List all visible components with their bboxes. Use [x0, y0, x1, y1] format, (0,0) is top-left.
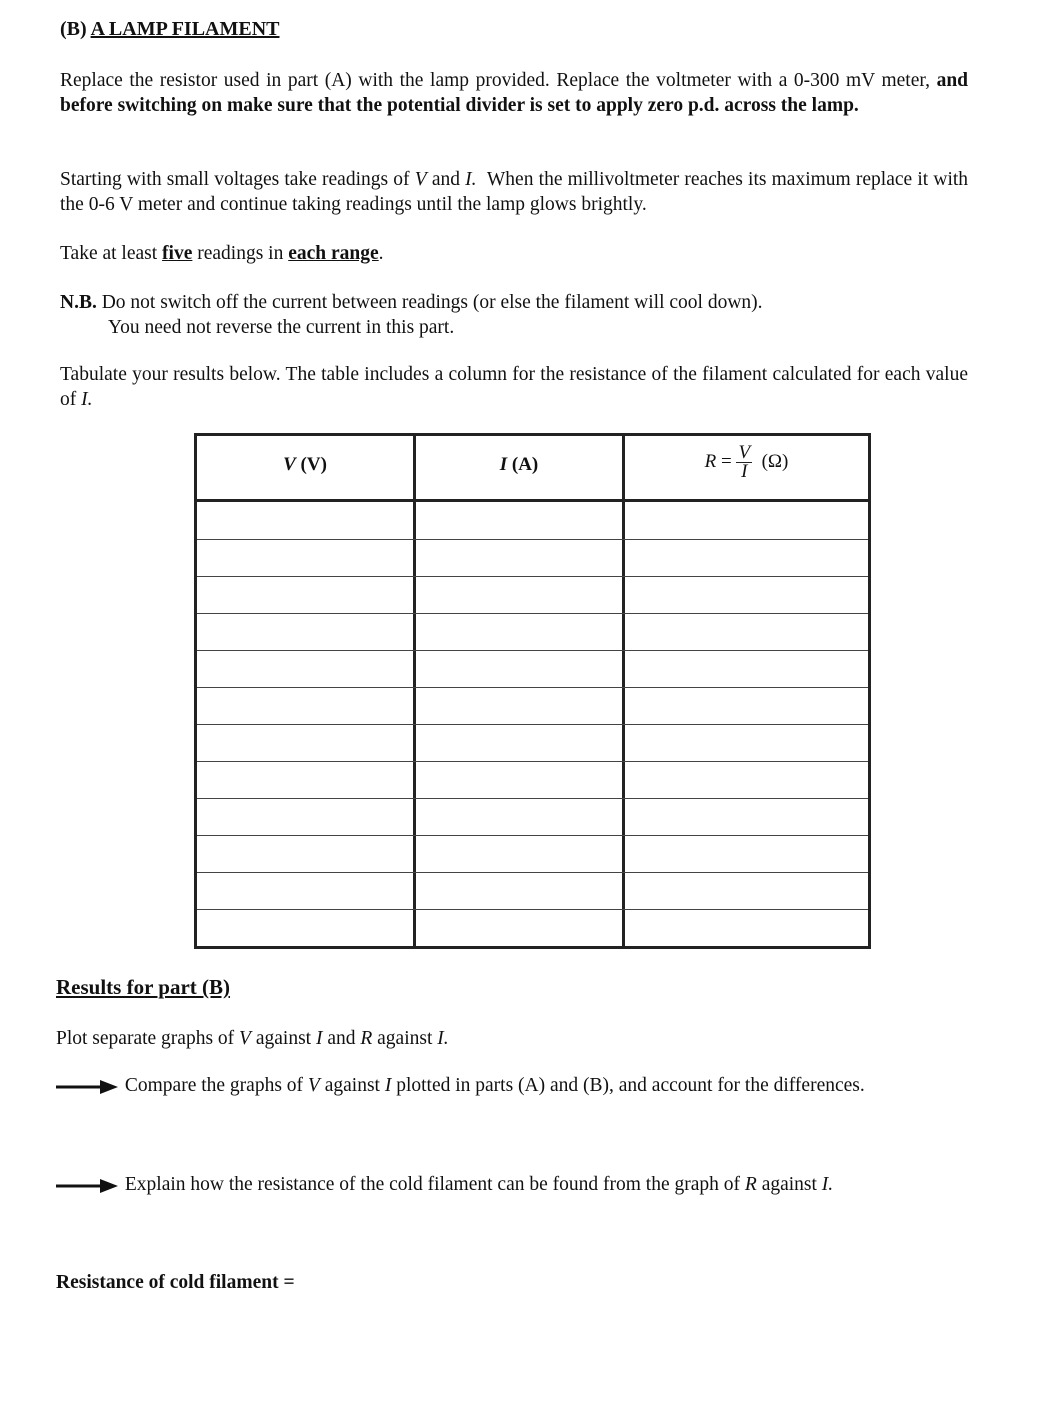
- header-current-unit: (A): [511, 454, 539, 475]
- section-heading: [60, 18, 279, 41]
- paragraph-1-bold-text: and before switching on make sure that the potential divider is set to apply zero p.d. across the lamp.: [60, 70, 969, 116]
- explain-instruction: [56, 1172, 833, 1197]
- results-heading: Results for part (B): [56, 975, 231, 999]
- variable-v: V: [307, 1075, 320, 1096]
- table-row-divider: [197, 650, 868, 651]
- plot-text-b: against: [255, 1028, 312, 1049]
- variable-r: R: [744, 1174, 757, 1195]
- compare-instruction: [56, 1073, 865, 1098]
- nb-label: N.B.: [60, 292, 97, 313]
- fraction-v-over-i: [736, 444, 752, 481]
- plot-text-a: Plot separate graphs of: [56, 1028, 235, 1049]
- variable-i: I: [315, 1028, 323, 1049]
- paragraph-3-text-b: readings in: [197, 243, 284, 264]
- table-row-divider: [197, 613, 868, 614]
- header-voltage-symbol: V: [283, 454, 296, 475]
- explain-text-a: Explain how the resistance of the cold filament can be found from the graph of: [124, 1174, 741, 1195]
- column-divider: [622, 436, 625, 946]
- heading-title: A LAMP FILAMENT: [90, 18, 280, 40]
- variable-i: I.: [437, 1028, 449, 1049]
- variable-v: V: [414, 169, 427, 190]
- paragraph-2-and: and: [431, 169, 460, 190]
- instruction-paragraph-3: [60, 241, 384, 266]
- variable-r: R: [360, 1028, 373, 1049]
- variable-i: I.: [81, 389, 93, 410]
- header-resistance: [625, 444, 868, 481]
- compare-text-b: against: [324, 1075, 380, 1096]
- variable-i: I.: [821, 1174, 834, 1195]
- table-row-divider: [197, 909, 868, 910]
- plot-text-c: and: [327, 1028, 356, 1049]
- plot-text-d: against: [377, 1028, 433, 1049]
- column-divider: [413, 436, 416, 946]
- paragraph-2-text-a: Starting with small voltages take readings of: [60, 169, 410, 190]
- arrow-right-icon: [56, 1178, 120, 1194]
- header-current: [416, 454, 622, 476]
- instruction-paragraph-2: [60, 167, 968, 217]
- paragraph-2-text-b: When the millivoltmeter reaches its maximum replace it with the 0-6 V meter and continue taking readings until the lamp glows brightly.: [60, 169, 969, 215]
- paragraph-5-text: Tabulate your results below. The table includes a column for the resistance of the filament calculated for each value of: [60, 364, 968, 410]
- arrow-right-icon: [56, 1079, 120, 1095]
- plot-instruction: [56, 1026, 449, 1051]
- table-row-divider: [197, 724, 868, 725]
- paragraph-3-end: .: [378, 243, 384, 264]
- instruction-paragraph-5: [60, 362, 968, 412]
- header-voltage-unit: (V): [300, 454, 327, 475]
- fraction-numerator: V: [738, 442, 751, 463]
- table-row-divider: [197, 539, 868, 540]
- paragraph-3-text-a: Take at least: [60, 243, 158, 264]
- cold-filament-resistance-label: Resistance of cold filament =: [56, 1272, 295, 1293]
- compare-text-a: Compare the graphs of: [124, 1075, 304, 1096]
- nota-bene: [60, 290, 763, 315]
- header-voltage: [197, 454, 413, 476]
- table-row-divider: [197, 872, 868, 873]
- table-row-divider: [197, 761, 868, 762]
- header-current-symbol: I: [499, 454, 508, 475]
- equals-sign: =: [721, 450, 732, 472]
- resistance-symbol: R: [704, 450, 717, 472]
- variable-i: I.: [465, 169, 477, 190]
- nb-line-2: You need not reverse the current in this part.: [108, 317, 455, 338]
- header-divider: [197, 499, 868, 502]
- header-resistance-unit: (Ω): [761, 450, 789, 472]
- compare-text-c: plotted in parts (A) and (B), and account for the differences.: [396, 1075, 865, 1096]
- emphasis-five: five: [162, 243, 193, 264]
- variable-i: I: [384, 1075, 392, 1096]
- instruction-paragraph-1: [60, 68, 968, 118]
- table-row-divider: [197, 687, 868, 688]
- results-table: [194, 433, 871, 949]
- paragraph-1-text: Replace the resistor used in part (A) with the lamp provided. Replace the voltmeter with a 0-300 mV meter,: [60, 70, 930, 91]
- table-row-divider: [197, 798, 868, 799]
- heading-prefix: (B): [60, 18, 87, 40]
- variable-v: V: [239, 1028, 251, 1049]
- emphasis-each-range: each range: [288, 243, 379, 264]
- fraction-denominator: I: [741, 461, 748, 482]
- table-row-divider: [197, 576, 868, 577]
- explain-text-b: against: [761, 1174, 817, 1195]
- table-row-divider: [197, 835, 868, 836]
- nb-line-1: Do not switch off the current between readings (or else the filament will cool down).: [101, 292, 763, 313]
